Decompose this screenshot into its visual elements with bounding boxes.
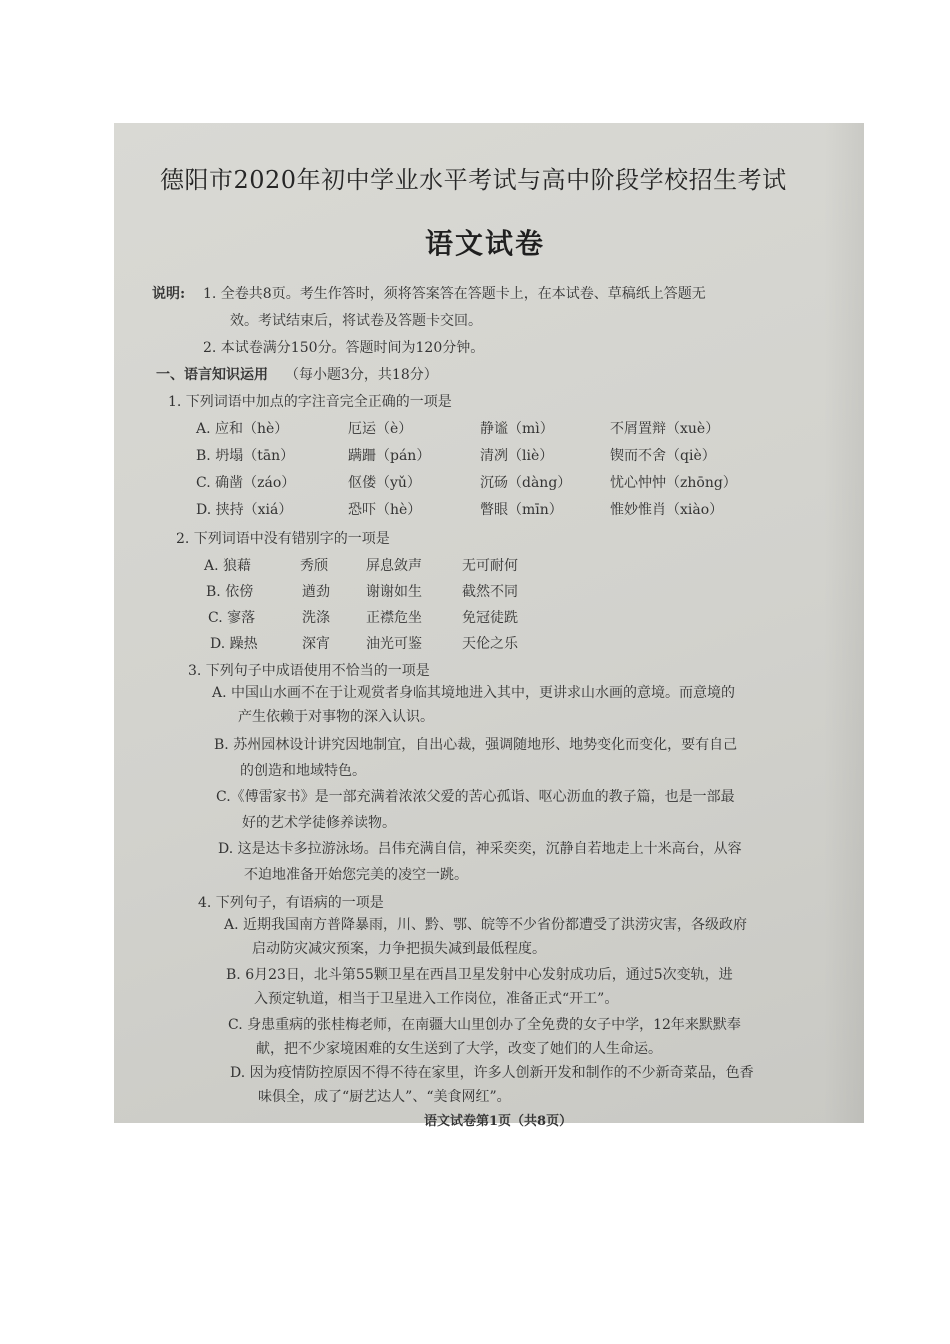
q1-option-b-col4: 锲而不舍（qiè） (610, 448, 716, 464)
q1-option-c-col1: C. 确凿（záo） (196, 475, 296, 491)
q1-option-d-col3: 瞥眼（mīn） (480, 502, 563, 518)
exam-subtitle: 语文试卷 (425, 227, 546, 260)
q2-option-b-col2: 遒劲 (302, 584, 330, 600)
q1-option-a-col1: A. 应和（hè） (196, 421, 289, 437)
q1-option-a-col2: 厄运（è） (348, 421, 413, 437)
q1-option-d-col1: D. 挟持（xiá） (196, 502, 293, 518)
q1-option-c-col4: 忧心忡忡（zhōng） (610, 475, 737, 491)
q2-option-a-col1: A. 狼藉 (204, 558, 252, 574)
q2-option-c-col4: 免冠徒跣 (462, 610, 518, 626)
q1-option-d-col2: 恐吓（hè） (348, 502, 422, 518)
q3-option-c-line-2: 好的艺术学徒修养读物。 (242, 815, 396, 831)
question-2-stem: 2. 下列词语中没有错别字的一项是 (176, 531, 390, 547)
q3-option-c-line-1: C.《傅雷家书》是一部充满着浓浓父爱的苦心孤诣、呕心沥血的教子篇，也是一部最 (216, 789, 735, 805)
q3-option-d-line-2: 不迫地准备开始您完美的凌空一跳。 (244, 867, 468, 883)
q2-option-b-col3: 谢谢如生 (366, 584, 422, 600)
q2-option-c-col2: 洗涤 (302, 610, 330, 626)
exam-title: 德阳市2020年初中学业水平考试与高中阶段学校招生考试 (160, 166, 787, 194)
instruction-1-line-2: 效。考试结束后，将试卷及答题卡交回。 (230, 313, 482, 329)
q2-option-d-col2: 深宵 (302, 636, 330, 652)
q4-option-a-line-2: 启动防灾减灾预案，力争把损失减到最低程度。 (252, 941, 546, 957)
q4-option-c-line-1: C. 身患重病的张桂梅老师，在南疆大山里创办了全免费的女子中学，12年来默默奉 (228, 1017, 741, 1033)
q4-option-d-line-2: 味俱全，成了“厨艺达人”、“美食网红”。 (258, 1089, 511, 1105)
q1-option-b-col3: 清冽（liè） (480, 448, 554, 464)
q1-option-d-col4: 惟妙惟肖（xiào） (610, 502, 724, 518)
question-3-stem: 3. 下列句子中成语使用不恰当的一项是 (188, 663, 430, 679)
q2-option-d-col4: 天伦之乐 (462, 636, 518, 652)
q2-option-d-col3: 油光可鉴 (366, 636, 422, 652)
question-1-stem: 1. 下列词语中加点的字注音完全正确的一项是 (168, 394, 452, 410)
q2-option-d-col1: D. 躁热 (210, 636, 258, 652)
page-footer: 语文试卷第1页（共8页） (424, 1114, 573, 1129)
q3-option-d-line-1: D. 这是达卡多拉游泳场。吕伟充满自信，神采奕奕，沉静自若地走上十米高台，从容 (218, 841, 742, 857)
section-1-title: 一、语言知识运用 (156, 367, 268, 383)
q1-option-a-col3: 静谧（mì） (480, 421, 554, 437)
q4-option-b-line-1: B. 6月23日，北斗第55颗卫星在西昌卫星发射中心发射成功后，通过5次变轨，进 (226, 967, 733, 983)
q4-option-c-line-2: 献，把不少家境困难的女生送到了大学，改变了她们的人生命运。 (256, 1041, 662, 1057)
q2-option-b-col1: B. 依傍 (206, 584, 254, 600)
photo-shadow (824, 123, 864, 1123)
instructions-label: 说明: (152, 286, 186, 302)
q1-option-b-col1: B. 坍塌（tān） (196, 448, 295, 464)
instruction-2: 2. 本试卷满分150分。答题时间为120分钟。 (203, 340, 485, 356)
q2-option-a-col3: 屏息敛声 (366, 558, 422, 574)
q1-option-c-col3: 沉砀（dàng） (480, 475, 572, 491)
q2-option-b-col4: 截然不同 (462, 584, 518, 600)
q4-option-d-line-1: D. 因为疫情防控原因不得不待在家里，许多人创新开发和制作的不少新奇菜品，色香 (230, 1065, 754, 1081)
q2-option-c-col3: 正襟危坐 (366, 610, 422, 626)
q3-option-a-line-1: A. 中国山水画不在于让观赏者身临其境地进入其中，更讲求山水画的意境。而意境的 (212, 685, 736, 701)
q3-option-a-line-2: 产生依赖于对事物的深入认识。 (238, 709, 434, 725)
question-4-stem: 4. 下列句子，有语病的一项是 (198, 895, 384, 911)
q3-option-b-line-2: 的创造和地域特色。 (240, 763, 366, 779)
instruction-1-line-1: 1. 全卷共8页。考生作答时，须将答案答在答题卡上，在本试卷、草稿纸上答题无 (203, 286, 706, 302)
q4-option-a-line-1: A. 近期我国南方普降暴雨，川、黔、鄂、皖等不少省份都遭受了洪涝灾害，各级政府 (224, 917, 748, 933)
q1-option-c-col2: 伛偻（yǔ） (348, 475, 421, 491)
section-1-note: （每小题3分，共18分） (285, 367, 438, 383)
q1-option-a-col4: 不屑置辩（xuè） (610, 421, 720, 437)
q3-option-b-line-1: B. 苏州园林设计讲究因地制宜，自出心裁，强调随地形、地势变化而变化，要有自己 (214, 737, 738, 753)
q2-option-c-col1: C. 寥落 (208, 610, 256, 626)
q1-option-b-col2: 蹒跚（pán） (348, 448, 431, 464)
q2-option-a-col4: 无可耐何 (462, 558, 518, 574)
q4-option-b-line-2: 入预定轨道，相当于卫星进入工作岗位，准备正式“开工”。 (254, 991, 619, 1007)
q2-option-a-col2: 秀颀 (300, 558, 328, 574)
